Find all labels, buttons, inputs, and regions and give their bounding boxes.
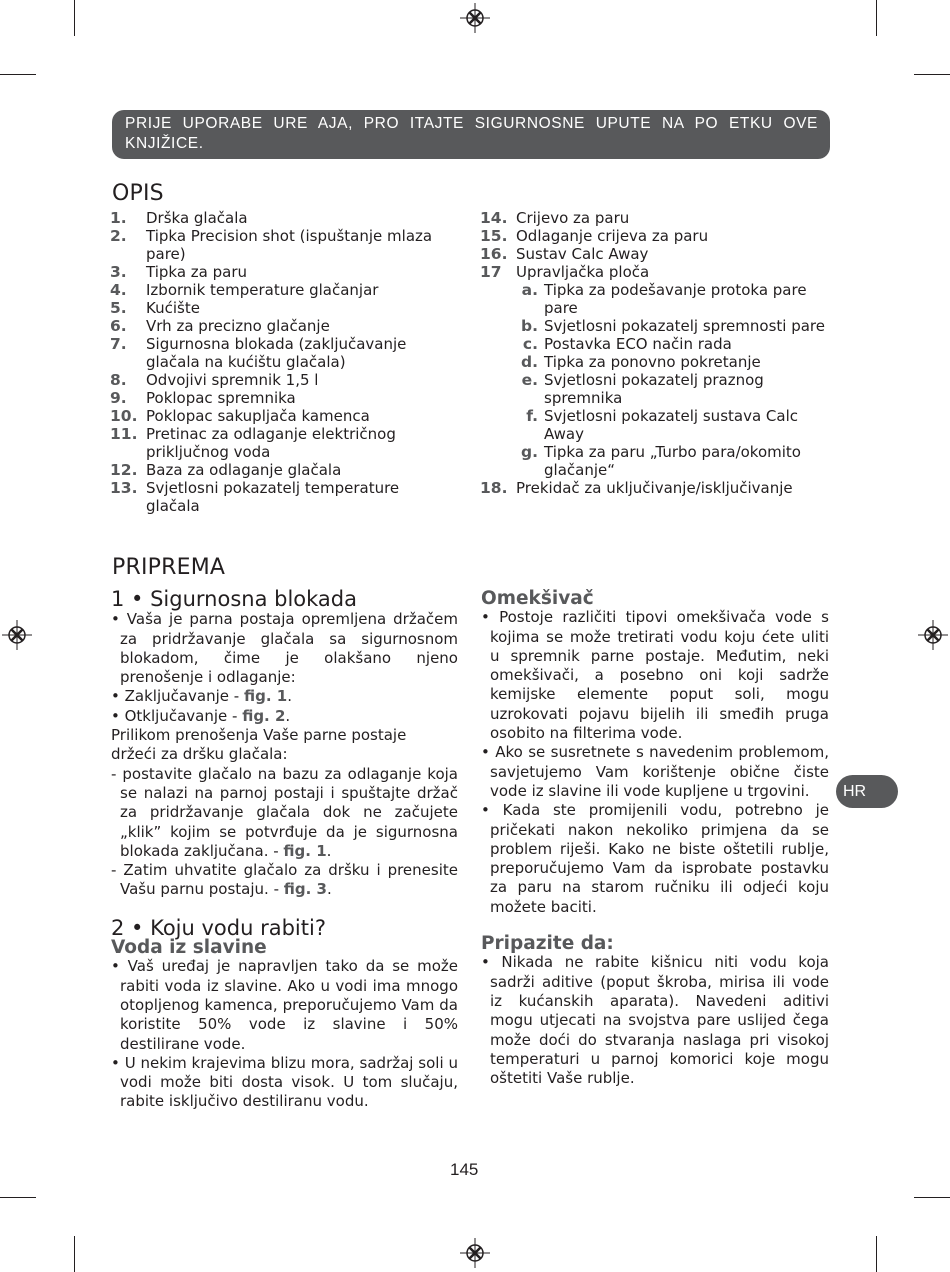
list-item: 1. Drška glačala bbox=[110, 209, 248, 227]
list-item: d. Tipka za ponovno pokretanje bbox=[521, 353, 761, 371]
list-item: 16. Sustav Calc Away bbox=[480, 245, 649, 263]
list-item: 10. Poklopac sakupljača kamenca bbox=[110, 407, 370, 425]
paragraph: • U nekim krajevima blizu mora, sadržaj soli u vodi može biti dosta visok. U tom slučaju, rabite isključivo destiliranu vodu. bbox=[111, 1053, 458, 1111]
paragraph: • Zaključavanje - fig. 1. bbox=[111, 687, 292, 706]
heading-sigurnosna-blokada: 1 • Sigurnosna blokada bbox=[111, 587, 357, 611]
paragraph: • Ako se susretnete s navedenim problemom, savjetujemo Vam korištenje obične čiste vode iz slavine ili vode kupljene u trgovini. bbox=[481, 743, 829, 800]
list-item: c. Postavka ECO način rada bbox=[522, 335, 732, 353]
list-item: g. Tipka za paru „Turbo para/okomito glačanje“ bbox=[521, 443, 801, 479]
paragraph: - Zatim uhvatite glačalo za dršku i prenesite Vašu parnu postaju. - fig. 3. bbox=[111, 861, 458, 899]
crop-mark bbox=[914, 1197, 950, 1198]
list-item: 6. Vrh za precizno glačanje bbox=[110, 317, 330, 335]
list-item: 5. Kućište bbox=[110, 299, 200, 317]
paragraph: • Kada ste promijenili vodu, potrebno je pričekati nakon nekoliko primjena da se problem riješi. Kako ne biste oštetili rublje, preporučujemo Vam da isprobate postavku za paru na starom ručniku ili odjeći koju možete baciti. bbox=[481, 801, 829, 916]
registration-mark-icon bbox=[918, 620, 948, 650]
crop-mark bbox=[0, 1197, 36, 1198]
fig-ref: fig. 1 bbox=[283, 841, 327, 860]
crop-mark bbox=[876, 1236, 877, 1272]
list-item: 9. Poklopac spremnika bbox=[110, 389, 296, 407]
page-number: 145 bbox=[450, 1160, 479, 1179]
crop-mark bbox=[914, 74, 950, 75]
subheading-pripazite: Pripazite da: bbox=[481, 933, 614, 955]
subheading-omeksivac: Omekšivač bbox=[481, 588, 594, 609]
control-panel-sublist bbox=[516, 281, 825, 479]
paragraph: • Vaš uređaj je napravljen tako da se može rabiti voda iz slavine. Ako u vodi ima mnogo otopljenog kamenca, preporučujemo Vam da koristite 50% vode iz slavine i 50% destilirane vode. bbox=[111, 957, 458, 1053]
list-item: 17 Upravljačka ploča bbox=[480, 263, 650, 281]
crop-mark bbox=[74, 0, 75, 36]
heading-koju-vodu: 2 • Koju vodu rabiti? bbox=[111, 915, 326, 940]
list-item: e. Svjetlosni pokazatelj praznog spremnika bbox=[521, 371, 764, 407]
list-item: b. Svjetlosni pokazatelj spremnosti pare bbox=[521, 317, 825, 335]
registration-mark-icon bbox=[460, 3, 490, 33]
list-item: 2. Tipka Precision shot (ispuštanje mlaza pare) bbox=[110, 227, 433, 263]
fig-ref: fig. 3 bbox=[283, 880, 327, 899]
list-item: a. Tipka za podešavanje protoka pare pare bbox=[521, 281, 807, 317]
crop-mark bbox=[74, 1236, 75, 1272]
list-item: 15. Odlaganje crijeva za paru bbox=[480, 227, 709, 245]
fig-ref: fig. 1 bbox=[243, 687, 288, 706]
language-tab: HR bbox=[836, 775, 898, 808]
paragraph: • Otključavanje - fig. 2. bbox=[111, 706, 291, 725]
paragraph: Prilikom prenošenja Vaše parne postaje držeći za dršku glačala: bbox=[111, 726, 407, 764]
safety-banner: PRIJE UPORABE URE AJA, PRO ITAJTE SIGURNOSNE UPUTE NA PO ETKU OVE KNJIŽICE. bbox=[112, 110, 830, 159]
list-item: 12. Baza za odlaganje glačala bbox=[110, 461, 342, 479]
list-item: 11. Pretinac za odlaganje električnog priključnog voda bbox=[110, 425, 396, 461]
registration-mark-icon bbox=[460, 1238, 490, 1268]
list-item: 7. Sigurnosna blokada (zaključavanje glačala na kućištu glačala) bbox=[110, 335, 407, 371]
paragraph: • Postoje različiti tipovi omekšivača vode s kojima se može tretirati vodu koju ćete uliti u spremnik parne postaje. Međutim, neki omekšivači, a posebno oni koji sadrže kemijske elemente poput soli, mogu uzrokovati pojavu bijelih ili smeđih pruga osobito na filterima vode. bbox=[481, 608, 829, 743]
list-item: 4. Izbornik temperature glačanjar bbox=[110, 281, 379, 299]
section-title-priprema: PRIPREMA bbox=[112, 555, 226, 580]
paragraph: - postavite glačalo na bazu za odlaganje koja se nalazi na parnoj postaji i spuštajte držač za pridržavanje glačala dok ne začujete „klik” kojim se potvrđuje da je sigurnosna blokada zaključana. - fig. 1. bbox=[111, 764, 458, 860]
list-item: 13. Svjetlosni pokazatelj temperature glačala bbox=[110, 479, 400, 515]
subheading-voda-iz-slavine: Voda iz slavine bbox=[111, 937, 267, 959]
column-left bbox=[111, 587, 458, 1112]
parts-list-left bbox=[110, 209, 440, 515]
registration-mark-icon bbox=[2, 620, 32, 650]
parts-list-right bbox=[480, 209, 825, 497]
crop-mark bbox=[0, 74, 36, 75]
list-item bbox=[480, 281, 825, 479]
fig-ref: fig. 2 bbox=[242, 706, 286, 725]
list-item: f. Svjetlosni pokazatelj sustava Calc Away bbox=[526, 407, 798, 443]
list-item: 14. Crijevo za paru bbox=[480, 209, 630, 227]
paragraph: • Vaša je parna postaja opremljena držačem za pridržavanje glačala sa sigurnosnom blokadom, čime je olakšano njeno prenošenje i odlaganje: bbox=[111, 610, 458, 687]
column-right bbox=[481, 589, 829, 1088]
list-item: 3. Tipka za paru bbox=[110, 263, 247, 281]
list-item: 18. Prekidač za uključivanje/isključivanje bbox=[480, 479, 793, 497]
section-title-opis: OPIS bbox=[112, 181, 164, 206]
crop-mark bbox=[876, 0, 877, 36]
paragraph: • Nikada ne rabite kišnicu niti vodu koja sadrži aditive (poput škroba, mirisa ili vode iz kućanskih aparata). Navedeni aditivi mogu utjecati na svojstva pare uslijed čega može doći do stvaranja naslaga pri visokoj temperaturi u parnoj komorici koje mogu oštetiti Vaše rublje. bbox=[481, 953, 829, 1088]
list-item: 8. Odvojivi spremnik 1,5 l bbox=[110, 371, 319, 389]
